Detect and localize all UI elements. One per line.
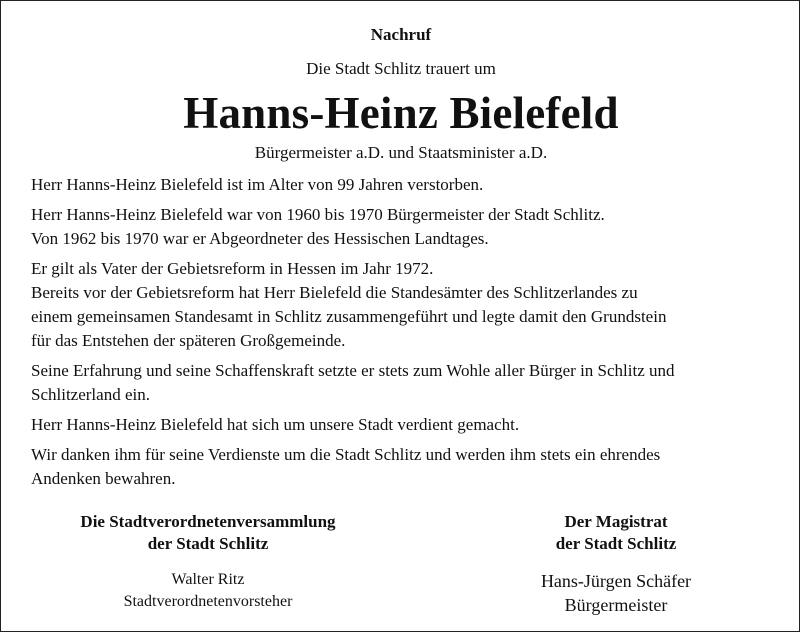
magistrate-organization xyxy=(466,511,766,555)
text-line: Herr Hanns-Heinz Bielefeld war von 1960 bis 1970 Bürgermeister der Stadt Schlitz. xyxy=(31,205,605,224)
text-line: Herr Hanns-Heinz Bielefeld hat sich um unsere Stadt verdient gemacht. xyxy=(31,415,520,434)
signature-council xyxy=(43,511,373,613)
paragraph-service xyxy=(31,359,776,407)
text-line: Schlitzerland ein. xyxy=(31,385,150,404)
text-line: Herr Hanns-Heinz Bielefeld ist im Alter von 99 Jahren verstorben. xyxy=(31,175,484,194)
signatory-name: Hans-Jürgen Schäfer xyxy=(540,571,692,591)
notice-subline: Die Stadt Schlitz trauert um xyxy=(306,59,496,78)
text-line: Bereits vor der Gebietsreform hat Herr Bielefeld die Standesämter des Schlitzerlandes zu xyxy=(31,283,638,302)
signatory-role: Bürgermeister xyxy=(564,595,668,615)
text-line: für das Entstehen der späteren Großgemeinde. xyxy=(31,331,346,350)
signature-magistrate xyxy=(466,511,766,617)
org-line: der Stadt Schlitz xyxy=(147,534,269,553)
council-organization xyxy=(43,511,373,555)
council-signatory xyxy=(43,569,373,613)
notice-label: Nachruf xyxy=(370,25,432,44)
paragraph-mayor-term xyxy=(31,203,776,251)
magistrate-signatory xyxy=(466,569,766,617)
text-line: einem gemeinsamen Standesamt in Schlitz zusammengeführt und legte damit den Grundstein xyxy=(31,307,667,326)
paragraph-merit xyxy=(31,413,776,437)
deceased-name: Hanns-Heinz Bielefeld xyxy=(183,88,619,138)
org-line: der Stadt Schlitz xyxy=(555,534,677,553)
org-line: Der Magistrat xyxy=(564,512,668,531)
paragraph-age xyxy=(31,173,776,197)
text-line: Andenken bewahren. xyxy=(31,469,176,488)
notice-body xyxy=(31,173,776,497)
paragraph-reform xyxy=(31,257,776,353)
signatory-role: Stadtverordnetenvorsteher xyxy=(123,593,293,610)
text-line: Er gilt als Vater der Gebietsreform in Hessen im Jahr 1972. xyxy=(31,259,434,278)
text-line: Seine Erfahrung und seine Schaffenskraft setzte er stets zum Wohle aller Bürger in Schlitz und xyxy=(31,361,675,380)
signatory-name: Walter Ritz xyxy=(171,571,245,588)
deceased-titles: Bürgermeister a.D. und Staatsminister a.D. xyxy=(254,143,548,162)
text-line: Wir danken ihm für seine Verdienste um die Stadt Schlitz und werden ihm stets ein ehrendes xyxy=(31,445,661,464)
paragraph-thanks xyxy=(31,443,776,491)
org-line: Die Stadtverordnetenversammlung xyxy=(80,512,336,531)
text-line: Von 1962 bis 1970 war er Abgeordneter des Hessischen Landtages. xyxy=(31,229,489,248)
